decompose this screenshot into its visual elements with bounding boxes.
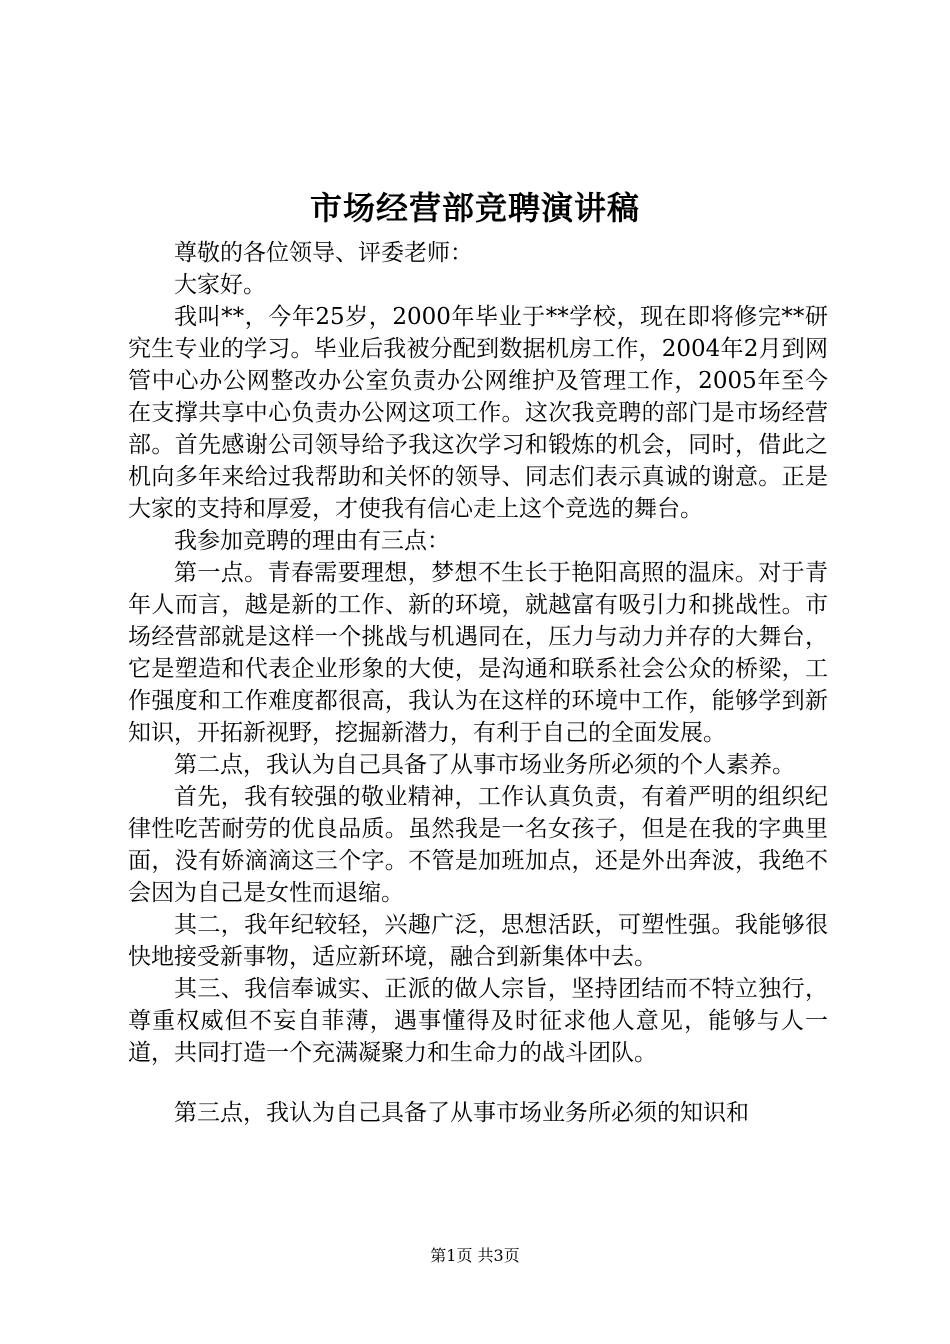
paragraph-introduction: 我叫**，今年25岁，2000年毕业于**学校，现在即将修完**研究生专业的学习。毕业后我被分配到数据机房工作，2004年2月到网管中心办公网整改办公室负责办公网维护及管理工作，2005年至今在支撑共享中心负责办公网这项工作。这次我竞聘的部门是市场经营部。首先感谢公司领导给予我这次学习和锻炼的机会，同时，借此之机向多年来给过我帮助和关怀的领导、同志们表示真诚的谢意。正是大家的支持和厚爱，才使我有信心走上这个竞选的舞台。 bbox=[128, 304, 828, 522]
paragraph-greeting: 大家好。 bbox=[174, 272, 266, 298]
paragraph-point-three: 第三点，我认为自己具备了从事市场业务所必须的知识和 bbox=[174, 1100, 749, 1126]
paragraph-reasons-intro: 我参加竞聘的理由有三点： bbox=[174, 528, 450, 554]
paragraph-first-quality: 首先，我有较强的敬业精神，工作认真负责，有着严明的组织纪律性吃苦耐劳的优良品质。虽然我是一名女孩子，但是在我的字典里面，没有娇滴滴这三个字。不管是加班加点，还是外出奔波，我绝不会因为自己是女性而退缩。 bbox=[128, 784, 828, 906]
paragraph-point-one: 第一点。青春需要理想，梦想不生长于艳阳高照的温床。对于青年人而言，越是新的工作、新的环境，就越富有吸引力和挑战性。市场经营部就是这样一个挑战与机遇同在，压力与动力并存的大舞台，它是塑造和代表企业形象的大使，是沟通和联系社会公众的桥梁，工作强度和工作难度都很高，我认为在这样的环境中工作，能够学到新知识，开拓新视野，挖掘新潜力，有利于自己的全面发展。 bbox=[128, 560, 828, 746]
paragraph-third-quality: 其三、我信奉诚实、正派的做人宗旨，坚持团结而不特立独行，尊重权威但不妄自菲薄，遇事懂得及时征求他人意见，能够与人一道，共同打造一个充满凝聚力和生命力的战斗团队。 bbox=[128, 976, 828, 1066]
paragraph-second-quality: 其二，我年纪较轻，兴趣广泛，思想活跃，可塑性强。我能够很快地接受新事物，适应新环境，融合到新集体中去。 bbox=[128, 912, 828, 970]
page-footer: 第1页 共3页 bbox=[430, 1246, 520, 1265]
paragraph-salutation: 尊敬的各位领导、评委老师： bbox=[174, 240, 473, 266]
document-title: 市场经营部竞聘演讲稿 bbox=[309, 189, 640, 227]
document-body bbox=[128, 237, 828, 1129]
paragraph-point-two: 第二点，我认为自己具备了从事市场业务所必须的个人素养。 bbox=[174, 752, 795, 778]
